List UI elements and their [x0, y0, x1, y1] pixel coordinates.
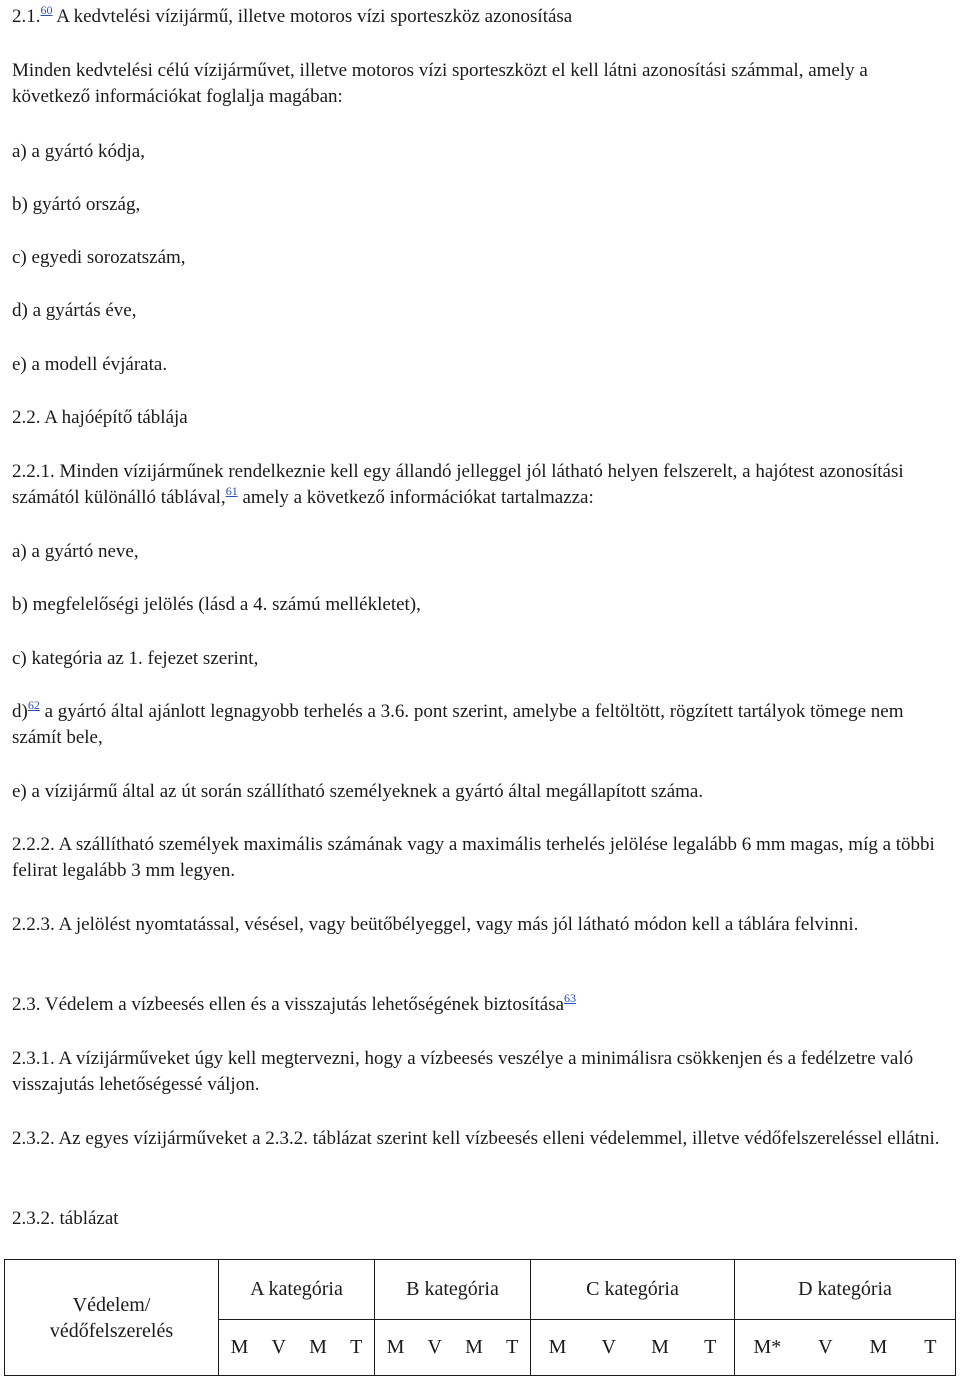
table-subheader-cell: M [465, 1336, 483, 1358]
table-header-protection [5, 1260, 219, 1376]
section-2-3-heading [12, 992, 576, 1018]
plate-item-d-prefix: d) [12, 701, 28, 722]
section-number: 2.1. [12, 6, 41, 27]
table-subheader-cell: V [818, 1336, 833, 1358]
table-header-category-a: A kategória [219, 1260, 375, 1320]
paragraph-2-2-2: 2.2.2. A szállítható személyek maximális számának vagy a maximális terhelés jelölése legalább 6 mm magas, míg a többi felirat legalább 3 mm legyen. [12, 834, 935, 881]
table-subheader-cell: T [704, 1336, 717, 1358]
table-header-category-c: C kategória [531, 1260, 735, 1320]
table-subheader-cell: M [869, 1336, 888, 1358]
id-item-a: a) a gyártó kódja, [12, 141, 145, 162]
footnote-link-61[interactable]: 61 [225, 484, 238, 498]
table-header-line-1: Védelem/ [72, 1293, 151, 1316]
section-2-1-heading [12, 4, 572, 30]
table-subheader-cell: T [350, 1336, 363, 1358]
footnote-link-60[interactable]: 60 [40, 3, 53, 17]
table-header-category-b: B kategória [375, 1260, 531, 1320]
table-subheader-cell: M [386, 1336, 405, 1358]
paragraph-2-2-1 [12, 459, 942, 511]
paragraph-2-2-1-tail: amely a következő információkat tartalmazza: [237, 487, 594, 508]
paragraph-2-3-1: 2.3.1. A vízijárműveket úgy kell megtervezni, hogy a vízbeesés veszélye a minimálisra csökkenjen és a fedélzetre való visszajutás lehetőségessé váljon. [12, 1048, 914, 1095]
id-item-e: e) a modell évjárata. [12, 354, 168, 375]
plate-item-a: a) a gyártó neve, [12, 541, 139, 562]
table-subheader-group-c [531, 1320, 735, 1376]
intro-paragraph: Minden kedvtelési célú vízijárművet, illetve motoros vízi sporteszközt el kell látni azonosítási számmal, amely a következő információkat foglalja magában: [12, 60, 868, 107]
table-subheader-cell: M [309, 1336, 327, 1358]
table-header-line-2: védőfelszerelés [49, 1319, 174, 1342]
protection-table [4, 1259, 956, 1376]
table-subheader-cell: T [506, 1336, 519, 1358]
id-item-b: b) gyártó ország, [12, 194, 141, 215]
paragraph-2-2-1-text: 2.2.1. Minden vízijárműnek rendelkeznie kell egy állandó jelleggel jól látható helyen felszerelt, a hajótest azonosítási számától különálló táblával, [12, 461, 904, 508]
table-subheader-cell: M [651, 1336, 669, 1358]
table-subheader-group-a [219, 1320, 375, 1376]
table-subheader-cell: M* [753, 1336, 782, 1358]
table-subheader-cell: V [271, 1336, 286, 1358]
footnote-link-62[interactable]: 62 [27, 698, 40, 712]
section-2-2-heading: 2.2. A hajóépítő táblája [12, 407, 188, 428]
table-subheader-cell: T [924, 1336, 937, 1358]
table-subheader-group-d [735, 1320, 956, 1376]
id-item-c: c) egyedi sorozatszám, [12, 247, 186, 268]
paragraph-2-3-2: 2.3.2. Az egyes vízijárműveket a 2.3.2. táblázat szerint kell vízbeesés elleni védelemmel, illetve védőfelszereléssel ellátni. [12, 1128, 940, 1149]
table-subheader-cell: M [548, 1336, 567, 1358]
plate-item-d [12, 699, 942, 751]
plate-item-d-text: a gyártó által ajánlott legnagyobb terhelés a 3.6. pont szerint, amelybe a feltöltött, rögzített tartályok tömege nem számít bele, [12, 701, 904, 748]
paragraph-2-2-3: 2.2.3. A jelölést nyomtatással, vésésel, vagy beütőbélyeggel, vagy más jól látható módon kell a táblára felvinni. [12, 914, 859, 935]
table-subheader-cell: M [230, 1336, 249, 1358]
plate-item-b: b) megfelelőségi jelölés (lásd a 4. számú mellékletet), [12, 594, 421, 615]
section-2-3-title: 2.3. Védelem a vízbeesés ellen és a visszajutás lehetőségének biztosítása [12, 994, 565, 1015]
table-subheader-group-b [375, 1320, 531, 1376]
plate-item-e: e) a vízijármű által az út során szállítható személyeknek a gyártó által megállapított száma. [12, 781, 704, 802]
table-caption: 2.3.2. táblázat [12, 1208, 119, 1229]
table-subheader-cell: V [427, 1336, 442, 1358]
id-item-d: d) a gyártás éve, [12, 300, 137, 321]
footnote-link-63[interactable]: 63 [564, 991, 577, 1005]
plate-item-c: c) kategória az 1. fejezet szerint, [12, 648, 259, 669]
table-header-category-d: D kategória [735, 1260, 956, 1320]
table-subheader-cell: V [601, 1336, 616, 1358]
section-title: A kedvtelési vízijármű, illetve motoros vízi sporteszköz azonosítása [56, 6, 573, 27]
